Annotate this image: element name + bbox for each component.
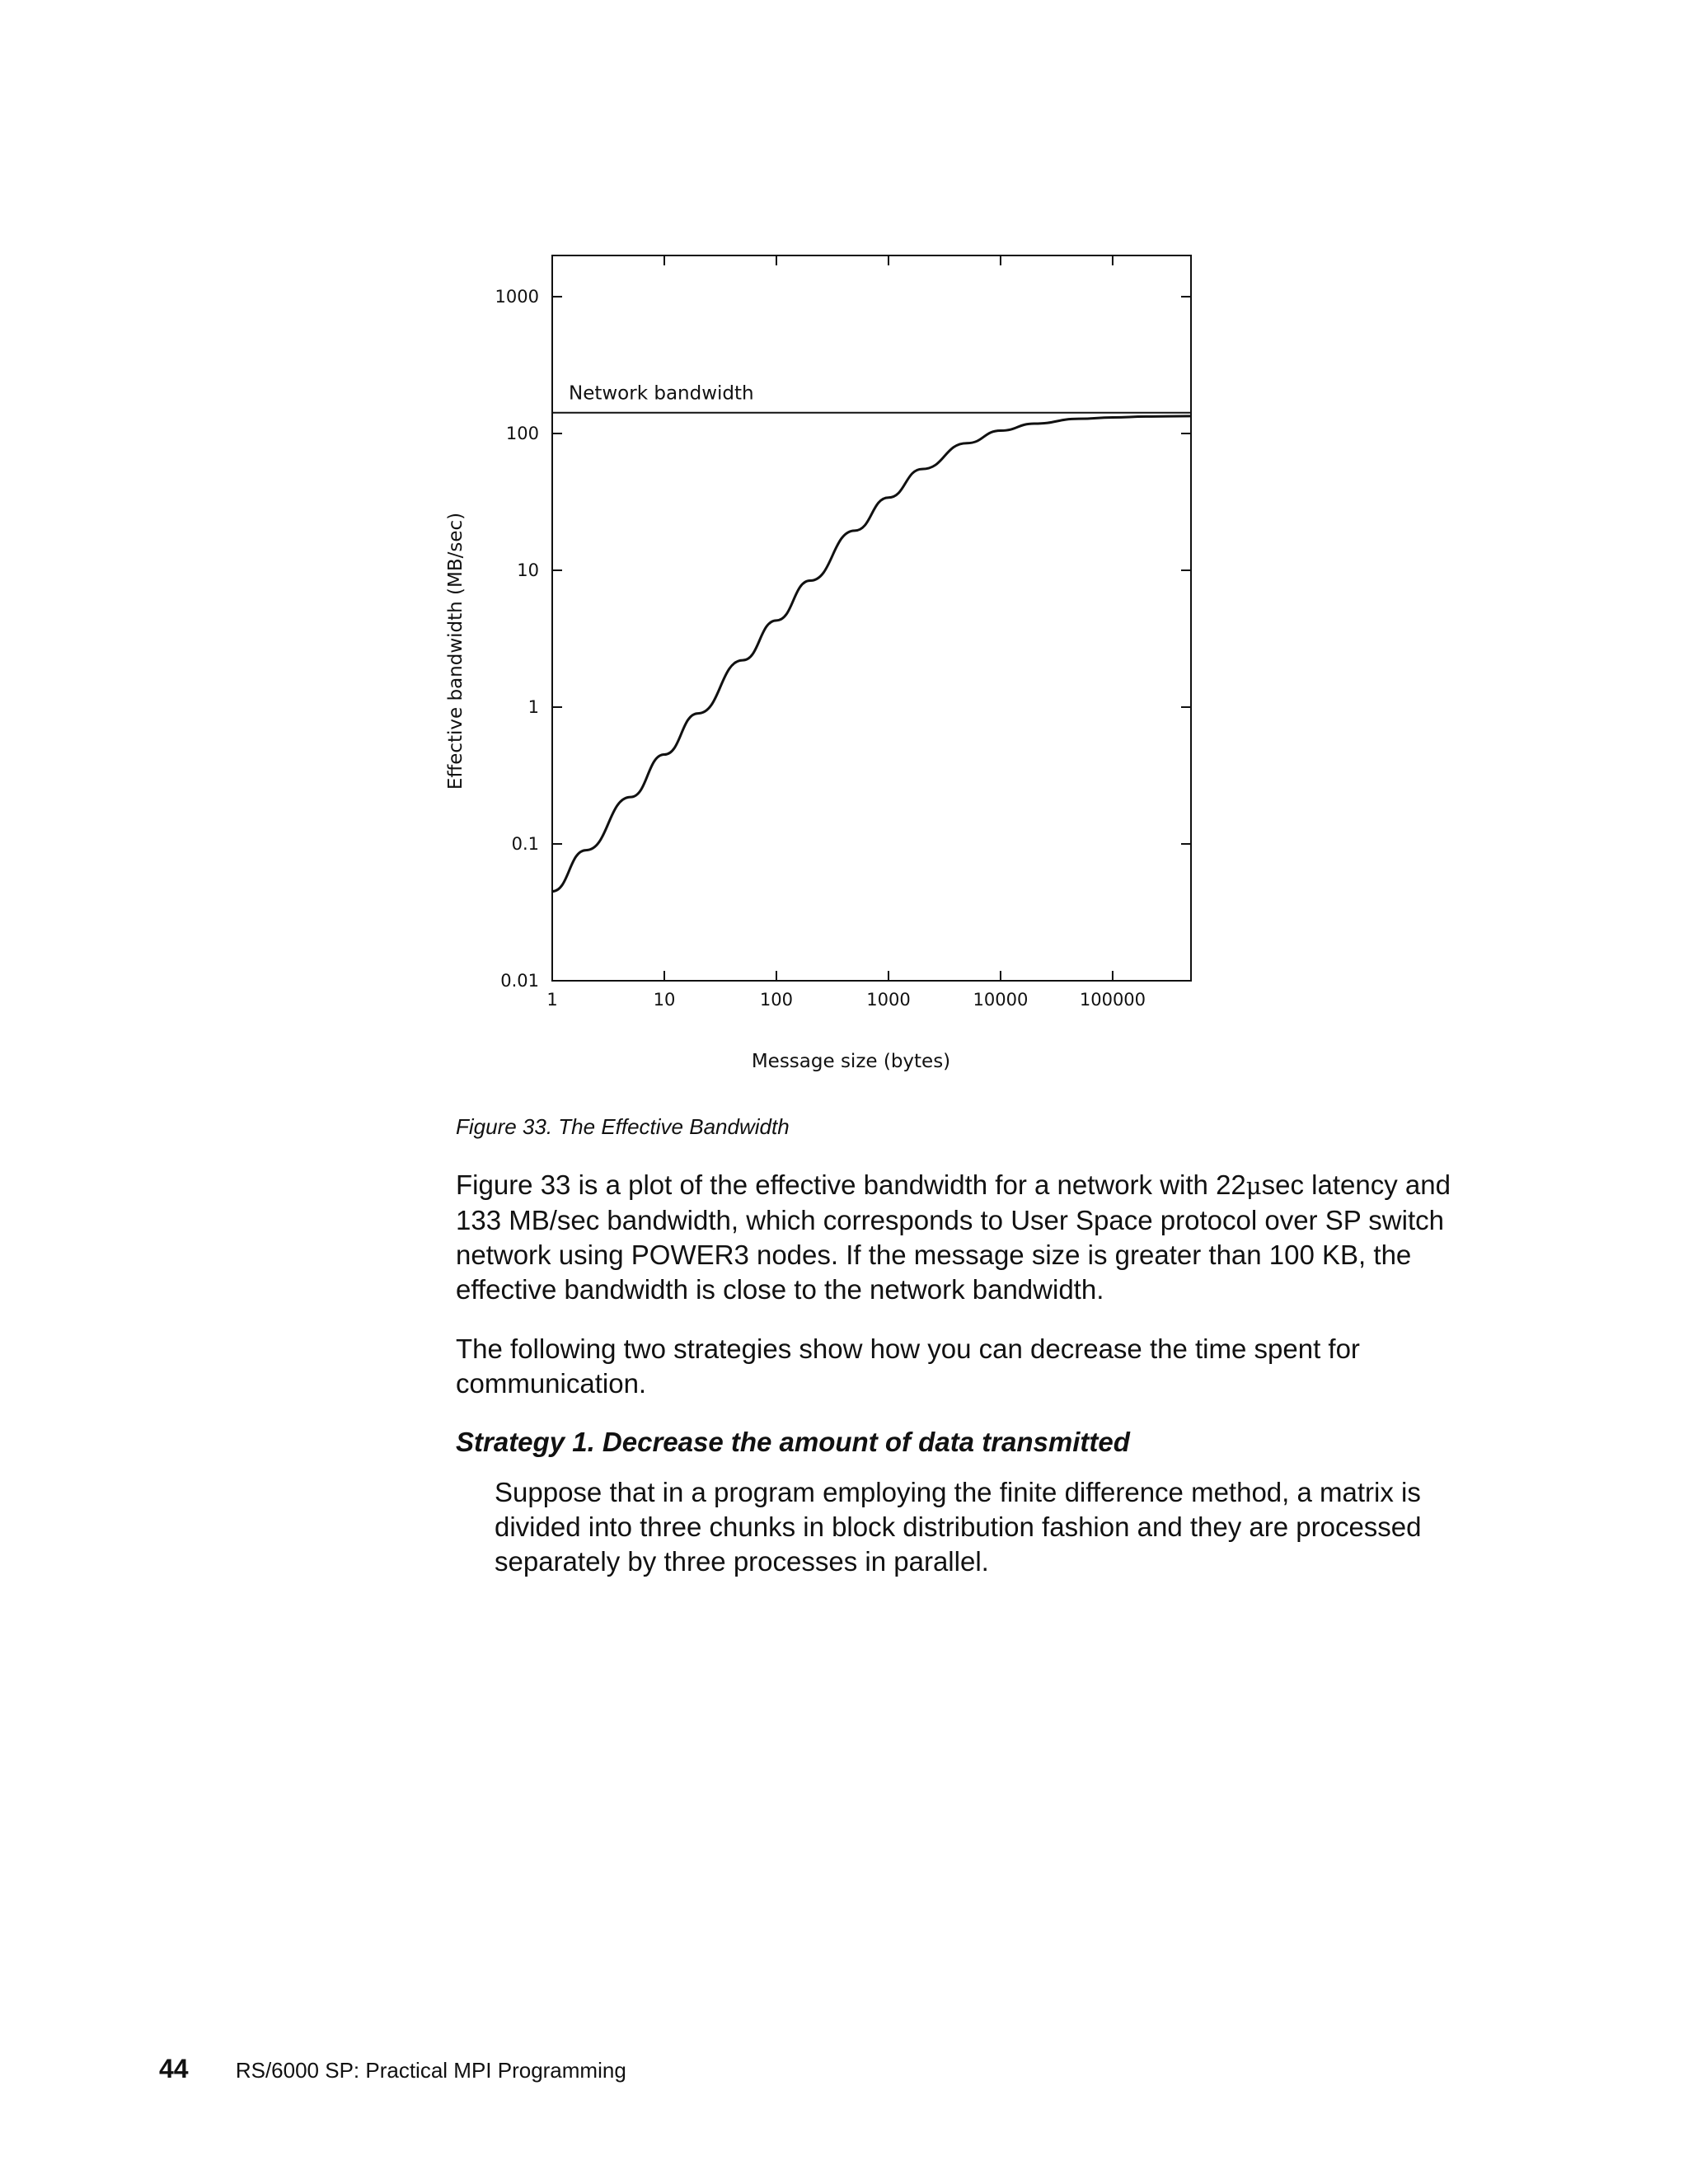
x-axis-label: Message size (bytes) [751,1051,951,1072]
paragraph-text-after: sec latency and 133 MB/sec bandwidth, which corresponds to User Space protocol over SP switch network using POWER3 nodes. If the message size is greater than 100 KB, the effective bandwidth is close to the network bandwidth. [456,1169,1451,1305]
paragraph-effective-bandwidth [456,1168,1478,1307]
y-tick-label: 0.01 [500,971,539,991]
book-title: RS/6000 SP: Practical MPI Programming [235,2058,626,2083]
y-axis-label: Effective bandwidth (MB/sec) [445,512,467,790]
x-tick-label: 100000 [1079,990,1146,1010]
plot-frame [552,255,1191,981]
paragraph-text-before: Figure 33 is a plot of the effective bandwidth for a network with 22 [456,1169,1246,1200]
y-tick-label: 1000 [495,286,539,307]
y-tick-label: 1 [528,696,539,717]
chart-marks [552,413,1191,892]
x-tick-label: 100 [759,990,794,1010]
chart-axes [552,255,1191,981]
x-tick-label: 10000 [973,990,1029,1010]
page-footer [159,2054,626,2084]
x-tick-label: 1000 [866,990,911,1010]
mu-symbol: μ [1245,1172,1262,1200]
bandwidth-curve [552,416,1191,892]
paragraph-strategy-1: Suppose that in a program employing the finite difference method, a matrix is divided into three chunks in block distribution fashion and they are processed separately by three processes in parallel. [495,1477,1422,1577]
figure-caption: Figure 33. The Effective Bandwidth [456,1114,790,1139]
x-tick-label: 10 [653,990,676,1010]
x-tick-label: 1 [546,990,558,1010]
y-tick-label: 0.1 [511,833,539,854]
effective-bandwidth-chart [445,239,1236,1104]
page-number: 44 [159,2054,189,2083]
strategy-heading: Strategy 1. Decrease the amount of data transmitted [456,1427,1130,1457]
chart-labels [445,287,1146,1072]
network-bandwidth-label: Network bandwidth [569,382,754,405]
y-tick-label: 100 [505,423,539,443]
y-tick-label: 10 [517,560,539,580]
paragraph-strategies-intro: The following two strategies show how you can decrease the time spent for communication. [456,1333,1360,1399]
